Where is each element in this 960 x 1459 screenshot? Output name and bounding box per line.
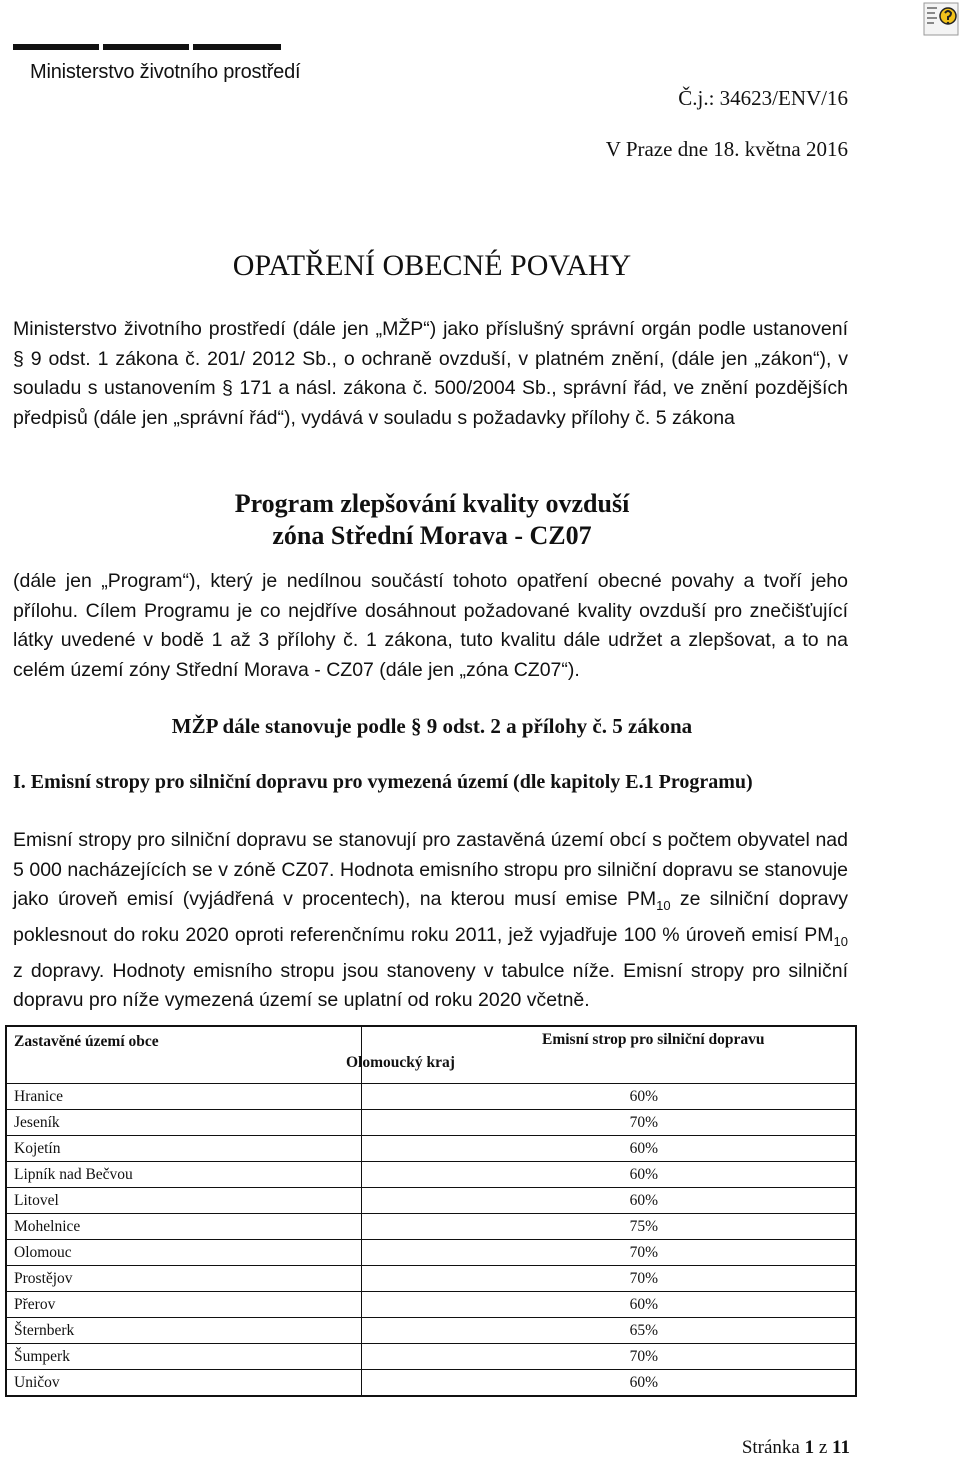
table-header-ceiling (346, 1027, 856, 1084)
municipality-name: Mohelnice (7, 1214, 362, 1240)
emission-ceiling-value: 70% (362, 1266, 856, 1292)
table-row (7, 1344, 856, 1370)
section-paragraph-part3: z dopravy. Hodnoty emisního stropu jsou stanoveny v tabulce níže. Emisní stropy pro silniční dopravu pro níže vymezená území se uplatní od roku 2020 včetně. (13, 959, 848, 1012)
table-row (7, 1370, 856, 1396)
section-paragraph (13, 826, 848, 1016)
emission-ceiling-value: 60% (362, 1188, 856, 1214)
document-badge-icon (923, 2, 959, 36)
municipality-name: Uničov (7, 1370, 362, 1396)
intro-paragraph: Ministerstvo životního prostředí (dále jen „MŽP“) jako příslušný správní orgán podle ustanovení § 9 odst. 1 zákona č. 201/ 2012 Sb., o ochraně ovzduší, v platném znění, (dále jen „zákon“), v souladu s ustanovením § 171 a násl. zákona č. 500/2004 Sb., správní řád, ve znění pozdějších předpisů (dále jen „správní řád“), vydává v souladu s požadavky přílohy č. 5 zákona (13, 318, 848, 430)
pm-subscript: 10 (833, 933, 848, 949)
municipality-name: Olomouc (7, 1240, 362, 1266)
table-row (7, 1084, 856, 1110)
table-row (7, 1162, 856, 1188)
municipality-name: Kojetín (7, 1136, 362, 1162)
page-label: Stránka (741, 1437, 800, 1458)
document-title: OPATŘENÍ OBECNÉ POVAHY (232, 249, 632, 282)
mzp-statement: MŽP dále stanovuje podle § 9 odst. 2 a přílohy č. 5 zákona (171, 714, 693, 738)
emission-ceiling-value: 65% (362, 1318, 856, 1344)
emission-ceiling-value: 60% (362, 1292, 856, 1318)
program-title: Program zlepšování kvality ovzduší (234, 489, 630, 518)
table-row (7, 1110, 856, 1136)
table-region-label: Olomoucký kraj (346, 1054, 455, 1071)
section-paragraph-part1: Emisní stropy pro silniční dopravu se stanovují pro zastavěná území obcí s počtem obyvatel nad 5 000 nacházejících se v zóně CZ07. Hodnota emisního stropu pro silniční dopravu se stanovuje jako úroveň emisí (vyjádřená v procentech), na kterou musí emise PM (13, 829, 848, 911)
municipality-name: Hranice (7, 1084, 362, 1110)
section-paragraph-part2: ze silniční dopravy poklesnout do roku 2020 oproti referenčnímu roku 2011, jež vyjadřuje 100 % úroveň emisí PM (13, 888, 848, 946)
table-row (7, 1292, 856, 1318)
table-row (7, 1266, 856, 1292)
municipality-name: Litovel (7, 1188, 362, 1214)
emission-ceiling-value: 60% (362, 1084, 856, 1110)
municipality-name: Šumperk (7, 1344, 362, 1370)
page-current: 1 (804, 1437, 815, 1458)
table-header-row (7, 1027, 856, 1084)
emission-ceiling-value: 70% (362, 1240, 856, 1266)
emission-table (5, 1025, 857, 1397)
pm-subscript: 10 (656, 898, 671, 914)
page-number (742, 1437, 850, 1459)
ministry-logo-bars (13, 44, 281, 50)
ministry-logo-text: Ministerstvo životního prostředí (30, 61, 301, 83)
page-total: 11 (832, 1437, 850, 1458)
emission-ceiling-value: 60% (362, 1370, 856, 1396)
table-row (7, 1318, 856, 1344)
program-paragraph: (dále jen „Program“), který je nedílnou součástí tohoto opatření obecné povahy a tvoří jeho přílohu. Cílem Programu je co nejdříve dosáhnout požadované kvality ovzduší pro znečišťující látky uvedené v bodě 1 až 3 přílohy č. 1 zákona, tuto kvalitu dále udržet a zlepšovat, a to na celém území zóny Střední Morava - CZ07 (dále jen „zóna CZ07“). (13, 570, 848, 682)
reference-number: Č.j.: 34623/ENV/16 (678, 86, 848, 110)
table-row (7, 1214, 856, 1240)
table-row (7, 1188, 856, 1214)
emission-ceiling-value: 60% (362, 1162, 856, 1188)
table-header-area: Zastavěné území obce (7, 1027, 362, 1084)
municipality-name: Prostějov (7, 1266, 362, 1292)
document-date: V Praze dne 18. května 2016 (605, 137, 848, 161)
emission-ceiling-value: 75% (362, 1214, 856, 1240)
municipality-name: Lipník nad Bečvou (7, 1162, 362, 1188)
municipality-name: Šternberk (7, 1318, 362, 1344)
emission-ceiling-value: 70% (362, 1110, 856, 1136)
emission-ceiling-value: 70% (362, 1344, 856, 1370)
municipality-name: Jeseník (7, 1110, 362, 1136)
page-separator: z (818, 1437, 828, 1458)
table-row (7, 1240, 856, 1266)
section-heading: I. Emisní stropy pro silniční dopravu pro vymezená území (dle kapitoly E.1 Programu) (13, 771, 753, 793)
program-zone: zóna Střední Morava - CZ07 (272, 521, 592, 550)
table-header-ceiling-label: Emisní strop pro silniční dopravu (542, 1031, 765, 1048)
table-row (7, 1136, 856, 1162)
emission-ceiling-value: 60% (362, 1136, 856, 1162)
municipality-name: Přerov (7, 1292, 362, 1318)
